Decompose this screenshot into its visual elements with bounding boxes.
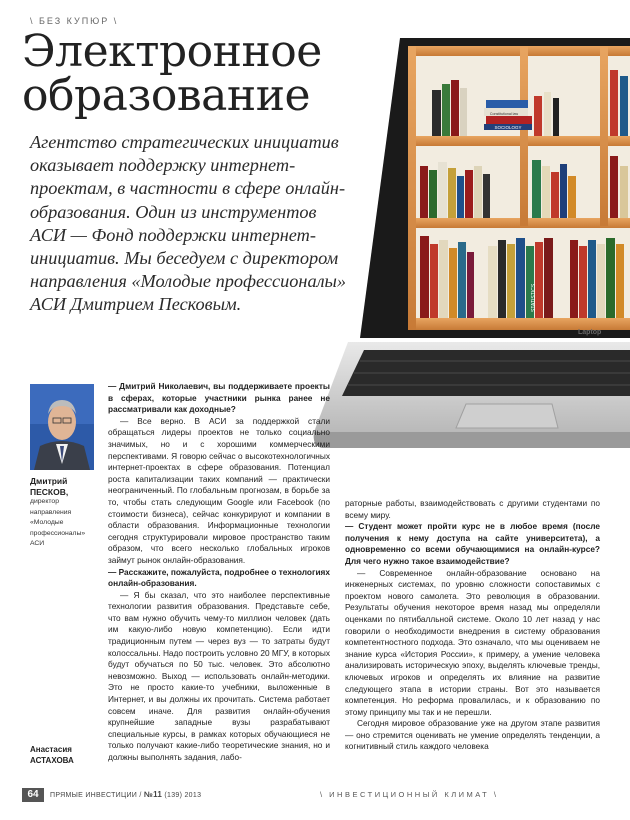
paragraph: — Дмитрий Николаевич, вы поддерживаете проекты в сферах, которые участники рынка ранее не рассматривали как доходные? <box>108 381 330 415</box>
page-number: 64 <box>22 788 44 802</box>
interviewee-name: Дмитрий ПЕСКОВ, <box>30 476 69 497</box>
author-name: Анастасия АСТАХОВА <box>30 745 74 765</box>
book-label-constitutional: Constitutional law <box>489 112 519 116</box>
title-line-2: образование <box>22 70 311 121</box>
laptop-bookshelf-illustration <box>308 0 630 460</box>
portrait-photo <box>30 384 94 470</box>
paragraph: — Студент может пройти курс не в любое время (после получения к нему доступа на сайте университета), а одновременно со всеми обучающимися на онлайн-курсе? Для чего нужно такое взаимодействие? <box>345 521 600 566</box>
paragraph: — Современное онлайн-образование основано на инженерных системах, по уровню сложности сопоставимых с проектом нового самолета. Это революция в образовании. Результаты обучения некоторое время назад мы определяли оценками по пятибалльной системе. Около 10 лет назад у нас говорили о необходимости внедрения в систему образования компетентностного подхода. Это означало, что мы оцениваем не знание курса «История России», к примеру, а умение человека анализировать историческую эпоху, выделять ключевые тренды, ключевых игроков и определять их влияние на развитие следующего этапа в истории страны. Вот это называется компетенция. Но реформа провалилась, и к образованию по этому принципу мы так и не перешли. <box>345 567 600 717</box>
text-column-1 <box>108 381 330 764</box>
paragraph: — Расскажите, пожалуйста, подробнее о технологиях онлайн-образования. <box>108 566 330 589</box>
paragraph: раторные работы, взаимодействовать с другими студентами по всему миру. <box>345 498 600 520</box>
book-label-sociology: SOCIOLOGY <box>494 125 522 130</box>
text-column-2 <box>345 498 600 753</box>
interviewee-role: директор направления «Молодые профессионалы» АСИ <box>30 498 86 547</box>
paragraph: — Я бы сказал, что это наиболее перспективные технологии развития образования. Представьте себе, что вам нужно обучить чему-то миллион человек (дать им какую-либо новую компетенцию). Если идти традиционным путем — через вуз — то затраты будут колоссальны. Надо построить условно 20 МГУ, в которых будут обучаться по 50 тыс. человек. Это абсолютно невозможно. Выход — использовать онлайн-методики. Это не просто какие-то учебники, выложенные в Интернет, и вы должны их прочитать. Система работает совсем иначе. Для развития онлайн-обучения крупнейшие западные вузы разрабатывают специальные курсы, в рамках которых обучающиеся не только получают какие-либо теоретические знания, но и должны выполнять задания, лабо- <box>108 589 330 762</box>
paragraph: Сегодня мировое образование уже на другом этапе развития — оно стремится оценивать не умение определять тенденции, а когнитивный стиль каждого человека <box>345 718 600 752</box>
article-title <box>22 26 342 121</box>
book-label-statistics: STATISTICS <box>531 283 537 312</box>
rubric: \ БЕЗ КУПЮР \ <box>30 16 119 26</box>
magazine-issue: ПРЯМЫЕ ИНВЕСТИЦИИ / №11 (139) 2013 <box>50 790 202 799</box>
laptop-brand-label: Laptop <box>578 329 602 336</box>
title-line-1: Электронное <box>22 26 322 77</box>
lead-paragraph: Агентство стратегических инициатив оказывает поддержку интернет-проектам, в частности в сфере онлайн-образования. Один из инструментов АСИ — Фонд поддержки интернет-инициатив. Мы беседуем с директором направления «Молодые профессионалы» АСИ Дмитрием Песковым. <box>30 132 347 315</box>
paragraph: — Все верно. В АСИ за поддержкой стали обращаться лидеры проектов не только социально значимых, но и с хорошими коммерческими перспективами. Я говорю сейчас о высокотехнологичных интернет-проектах в сфере образования. Потенциал роста капитализации таких компаний — практически неограниченный. По глобальным прогнозам, в борьбе за то, чтобы стать следующим Google или Facebook (по стоимости бизнеса), сейчас конкурируют и компании в области образования. Информационные технологии сегодня структурировали мировое пространство таким образом, что всего несколько глобальных игроков займут рынок онлайн-образования. <box>108 415 330 565</box>
section-name: \ ИНВЕСТИЦИОННЫЙ КЛИМАТ \ <box>320 790 499 799</box>
